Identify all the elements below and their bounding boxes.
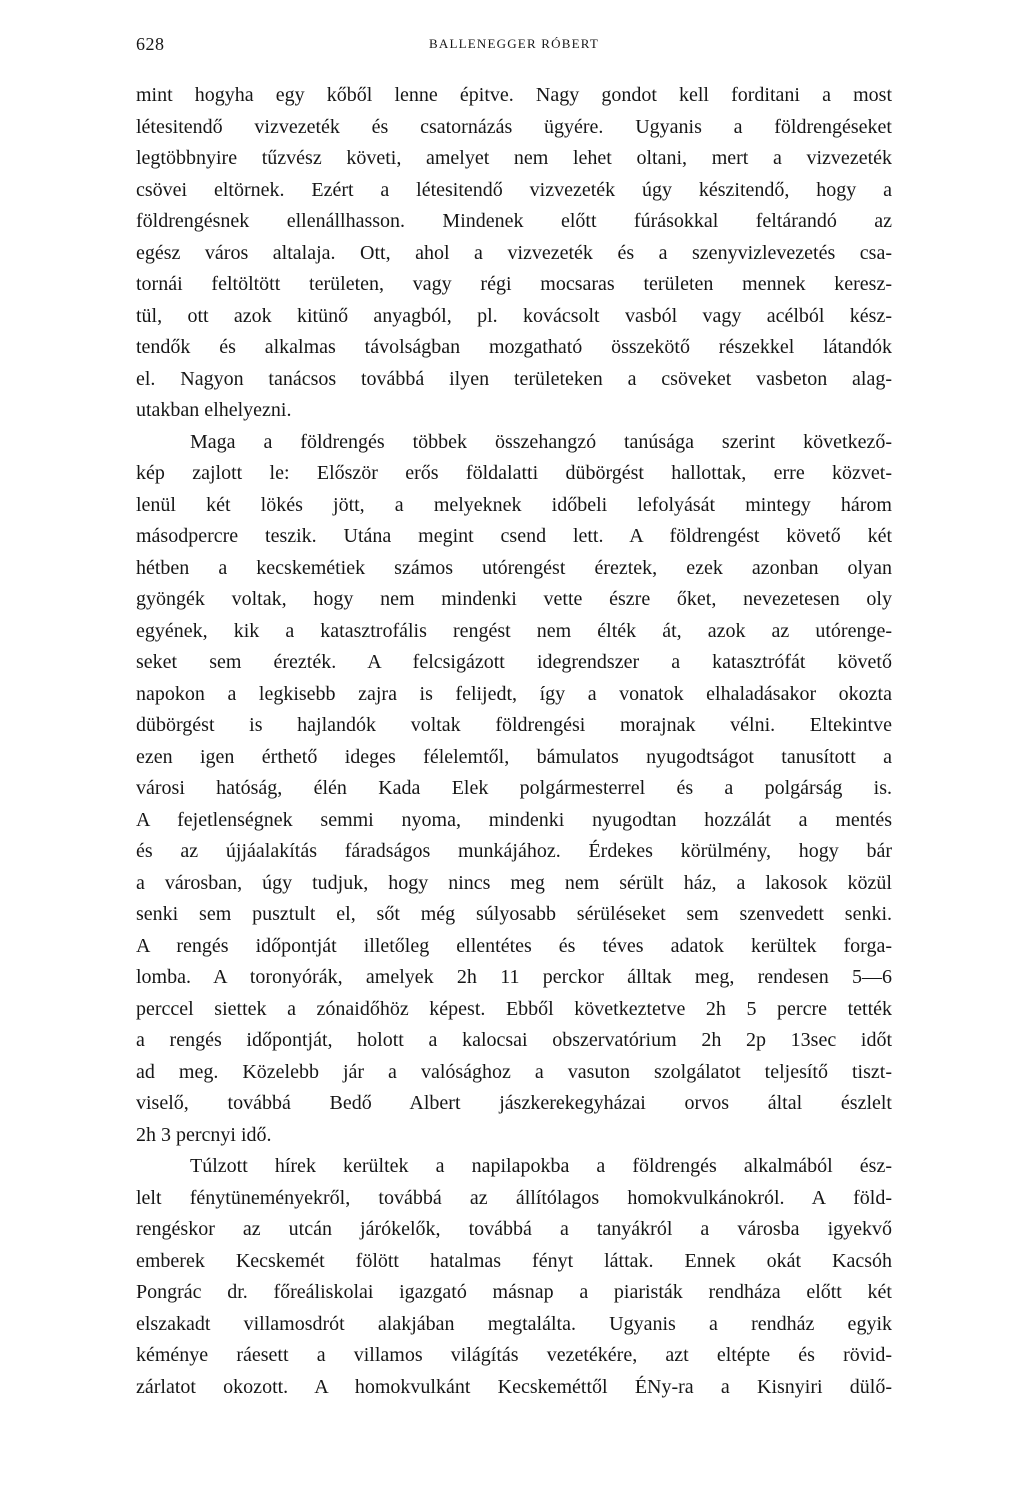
text-line: seket sem érezték. A felcsigázott idegrendszer a katasztrófát követő: [136, 651, 892, 673]
text-line: ezen igen érthető ideges félelemtől, bámulatos nyugodtságot tanusított a: [136, 745, 892, 768]
text-line: mint hogyha egy kőből lenne épitve. Nagy gondot kell forditani a most: [136, 84, 892, 106]
text-line: létesitendő vizvezeték és csatornázás ügyére. Ugyanis a földrengéseket: [136, 115, 892, 138]
paragraph-first-line: Maga a földrengés többek összehangzó tanúsága szerint következő-: [190, 430, 892, 453]
text-line: senki sem pusztult el, sőt még súlyosabb sérüléseket sem szenvedett senki.: [136, 903, 892, 925]
text-line: kéménye ráesett a villamos világítás vezetékére, azt eltépte és rövid-: [136, 1344, 892, 1366]
text-line: és az újjáalakítás fáradságos munkájához. Érdekes körülmény, hogy bár: [136, 840, 892, 862]
running-head: BALLENEGGER RÓBERT: [429, 36, 599, 51]
text-line: perccel siettek a zónaidőhöz képest. Ebből következtetve 2h 5 percre tették: [136, 997, 892, 1020]
text-line: egész város altalaja. Ott, ahol a vizvezeték és a szenyvizlevezetés csa-: [136, 241, 892, 264]
text-line: csövei eltörnek. Ezért a létesitendő vizvezeték úgy készitendő, hogy a: [136, 178, 892, 201]
text-line: lelt fénytüneményekről, továbbá az állítólagos homokvulkánokról. A föld-: [136, 1186, 892, 1209]
paragraph-first-line: Túlzott hírek kerültek a napilapokba a földrengés alkalmából ész-: [190, 1155, 892, 1177]
text-line: ad meg. Közelebb jár a valósághoz a vasuton szolgálatot teljesítő tiszt-: [136, 1060, 892, 1083]
paragraph-end-line: utakban elhelyezni.: [136, 399, 292, 421]
text-line: hétben a kecskemétiek számos utórengést éreztek, ezek azonban olyan: [136, 556, 892, 579]
page-header: [136, 34, 892, 56]
text-line: tornái feltöltött területen, vagy régi mocsaras területen mennek keresz-: [136, 273, 892, 295]
page-number: 628: [136, 34, 165, 54]
text-line: lenül két lökés jött, a melyeknek időbeli lefolyását mintegy három: [136, 493, 892, 516]
paragraph-end-line: 2h 3 percnyi idő.: [136, 1123, 272, 1146]
text-line: dübörgést is hajlandók voltak földrengési morajnak vélni. Eltekintve: [136, 714, 892, 736]
text-line: egyének, kik a katasztrofális rengést nem élték át, azok az utórenge-: [136, 619, 892, 642]
text-line: A rengés időpontját illetőleg ellentétes és téves adatok kerültek forga-: [136, 934, 892, 957]
text-line: gyöngék voltak, hogy nem mindenki vette észre őket, nevezetesen oly: [136, 588, 892, 610]
text-line: Pongrác dr. főreáliskolai igazgató másnap a piaristák rendháza előtt két: [136, 1281, 892, 1303]
text-line: rengéskor az utcán járókelők, továbbá a tanyákról a városba igyekvő: [136, 1218, 892, 1240]
text-line: a rengés időpontját, holott a kalocsai obszervatórium 2h 2p 13sec időt: [136, 1029, 892, 1051]
text-line: lomba. A toronyórák, amelyek 2h 11 perckor álltak meg, rendesen 5—6: [136, 966, 892, 988]
text-line: A fejetlenségnek semmi nyoma, mindenki nyugodtan hozzálát a mentés: [136, 808, 892, 831]
text-line: városi hatóság, élén Kada Elek polgármesterrel és a polgárság is.: [136, 777, 892, 799]
text-line: a városban, úgy tudjuk, hogy nincs meg nem sérült ház, a lakosok közül: [136, 871, 892, 894]
body-text: [136, 80, 892, 1403]
text-line: tül, ott azok kitünő anyagból, pl. kovácsolt vasból vagy acélból kész-: [136, 304, 892, 327]
text-line: el. Nagyon tanácsos továbbá ilyen területeken a csöveket vasbeton alag-: [136, 367, 892, 390]
text-line: kép zajlott le: Először erős földalatti dübörgést hallottak, erre közvet-: [136, 462, 892, 484]
text-line: emberek Kecskemét fölött hatalmas fényt láttak. Ennek okát Kacsóh: [136, 1249, 892, 1272]
text-line: viselő, továbbá Bedő Albert jászkerekegyházai orvos által észlelt: [136, 1092, 892, 1114]
text-line: tendők és alkalmas távolságban mozgatható összekötő részekkel látandók: [136, 336, 892, 358]
text-line: másodpercre teszik. Utána megint csend lett. A földrengést követő két: [136, 525, 892, 547]
text-line: napokon a legkisebb zajra is felijedt, így a vonatok elhaladásakor okozta: [136, 682, 892, 705]
text-line: zárlatot okozott. A homokvulkánt Kecskeméttől ÉNy-ra a Kisnyiri dülő-: [136, 1375, 892, 1398]
text-line: legtöbbnyire tűzvész követi, amelyet nem lehet oltani, mert a vizvezeték: [136, 147, 892, 169]
text-line: elszakadt villamosdrót alakjában megtalálta. Ugyanis a rendház egyik: [136, 1312, 892, 1335]
text-line: földrengésnek ellenállhasson. Mindenek előtt fúrásokkal feltárandó az: [136, 210, 892, 232]
